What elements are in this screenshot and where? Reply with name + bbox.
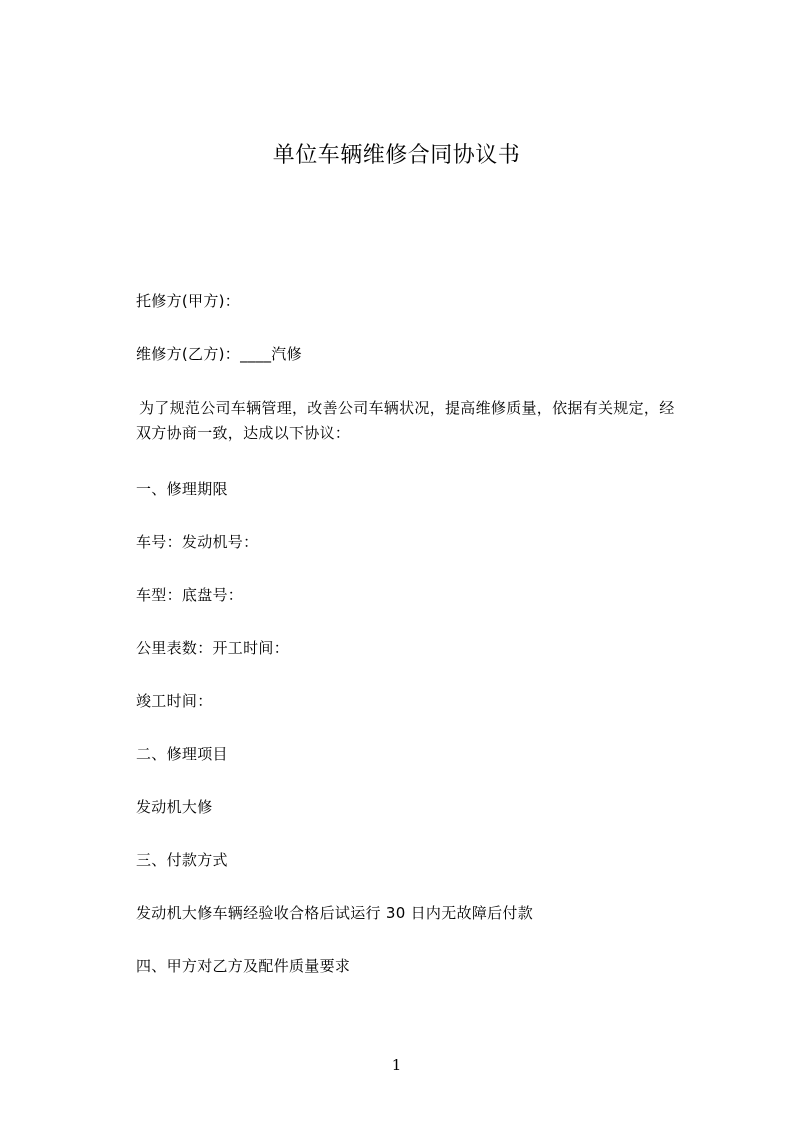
party-a-line: 托修方(甲方)： xyxy=(136,292,241,310)
intro-paragraph xyxy=(136,396,706,446)
repair-item-line: 发动机大修 xyxy=(136,798,213,816)
odometer-line: 公里表数：开工时间： xyxy=(136,639,290,657)
section-4-heading: 四、甲方对乙方及配件质量要求 xyxy=(136,957,351,975)
section-1-heading: 一、修理期限 xyxy=(136,480,228,498)
vehicle-model-line: 车型：底盘号： xyxy=(136,586,244,604)
payment-terms-line: 发动机大修车辆经验收合格后试运行 30 日内无故障后付款 xyxy=(136,904,534,922)
party-b-line: 维修方(乙方)：____汽修 xyxy=(136,345,302,363)
intro-line-2: 双方协商一致，达成以下协议： xyxy=(136,424,351,442)
intro-line-1: 为了规范公司车辆管理，改善公司车辆状况，提高维修质量，依据有关规定，经 xyxy=(139,399,675,417)
section-2-heading: 二、修理项目 xyxy=(136,745,228,763)
document-title: 单位车辆维修合同协议书 xyxy=(272,143,521,168)
vehicle-number-line: 车号：发动机号： xyxy=(136,533,259,551)
completion-time-line: 竣工时间： xyxy=(136,692,213,710)
page-number: 1 xyxy=(391,1056,402,1074)
section-3-heading: 三、付款方式 xyxy=(136,851,228,869)
